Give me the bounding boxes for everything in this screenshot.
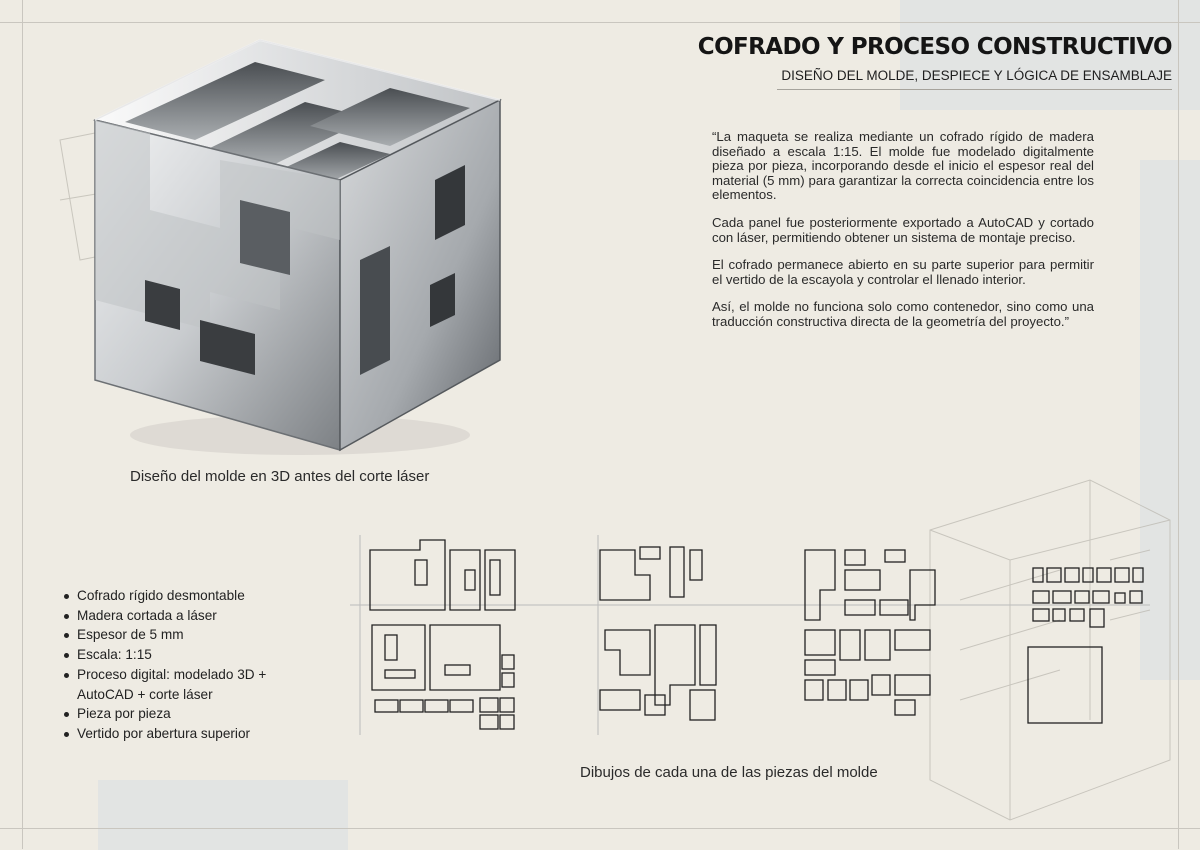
mold-3d-render (90, 30, 510, 460)
page-title: COFRADO Y PROCESO CONSTRUCTIVO (697, 34, 1172, 60)
list-item: Pieza por pieza (62, 704, 302, 724)
intro-text (712, 130, 1094, 343)
list-item: Vertido por abertura superior (62, 724, 302, 744)
piece-drawings (350, 535, 1150, 755)
model-caption: Diseño del molde en 3D antes del corte láser (130, 468, 430, 485)
list-item: Escala: 1:15 (62, 645, 302, 665)
list-item: Proceso digital: modelado 3D + AutoCAD + corte láser (62, 665, 302, 704)
page-subtitle: DISEÑO DEL MOLDE, DESPIECE Y LÓGICA DE ENSAMBLAJE (781, 68, 1172, 83)
title-underline (777, 89, 1172, 90)
intro-paragraph: “La maqueta se realiza mediante un cofrado rígido de madera diseñado a escala 1:15. El molde fue modelado digitalmente pieza por pieza, incorporando desde el inicio el espesor real del material (5 mm) para garantizar la correcta coincidencia entre los elementos. (712, 129, 1094, 203)
intro-paragraph: Así, el molde no funciona solo como contenedor, sino como una traducción constructiva directa de la geometría del proyecto.” (712, 299, 1094, 329)
features-list (62, 586, 302, 744)
intro-paragraph: El cofrado permanece abierto en su parte superior para permitir el vertido de la escayola y controlar el llenado interior. (712, 257, 1094, 287)
list-item: Madera cortada a láser (62, 606, 302, 626)
drawings-caption: Dibujos de cada una de las piezas del molde (580, 764, 878, 781)
list-item: Cofrado rígido desmontable (62, 586, 302, 606)
list-item: Espesor de 5 mm (62, 625, 302, 645)
intro-paragraph: Cada panel fue posteriormente exportado a AutoCAD y cortado con láser, permitiendo obtener un sistema de montaje preciso. (712, 214, 1094, 245)
